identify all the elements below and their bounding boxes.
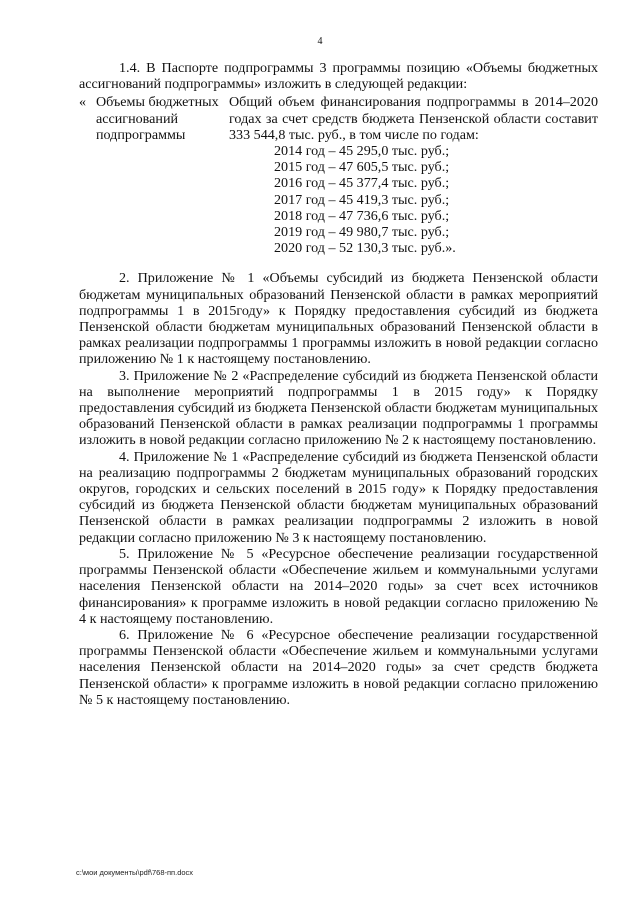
passport-label: Объемы бюджетных ассигнований подпрограммы: [96, 94, 219, 143]
passport-table: [79, 94, 598, 256]
year-line: 2015 год – 47 605,5 тыс. руб.;: [274, 159, 450, 176]
year-line: 2016 год – 45 377,4 тыс. руб.;: [274, 175, 450, 192]
passport-open-quote: «: [79, 94, 87, 111]
year-line: 2018 год – 47 736,6 тыс. руб.;: [274, 207, 450, 224]
year-line: 2017 год – 45 419,3 тыс. руб.;: [274, 191, 450, 208]
year-line: 2019 год – 49 980,7 тыс. руб.;: [274, 224, 450, 241]
passport-intro: Общий объем финансирования подпрограммы в 2014–2020 годах за счет средств бюджета Пензенской области составит 333 544,8 тыс. руб., в том числе по годам:: [229, 94, 598, 143]
footer-file-path: c:\мои документы\pdf\768-пп.docx: [76, 868, 194, 877]
passport-years: [229, 143, 598, 256]
paragraph-2: 2. Приложение № 1 «Объемы субсидий из бюджета Пензенской области бюджетам муниципальных образований Пензенской области в рамках мероприятий подпрограммы 1 в 2015году» к Порядку предоставления субсидий из бюджета Пензенской области бюджетам муниципальных образований Пензенской области в рамках реализации подпрограммы 1 программы изложить в новой редакции согласно приложению № 1 к настоящему постановлению.: [79, 270, 598, 368]
paragraph-3: 3. Приложение № 2 «Распределение субсидий из бюджета Пензенской области на выполнение мероприятий подпрограммы 1 в 2015 году» к Порядку предоставления субсидий из бюджета Пензенской области бюджетам муниципальных образований Пензенской области в рамках реализации подпрограммы 1 программы изложить в новой редакции согласно приложению № 2 к настоящему постановлению.: [79, 367, 598, 449]
paragraph-5: 5. Приложение № 5 «Ресурсное обеспечение реализации государственной программы Пензенской области «Обеспечение жильем и коммунальными услугами населения Пензенской области на 2014–2020 годы» за счет всех источников финансирования» к программе изложить в новой редакции согласно приложению № 4 к настоящему постановлению.: [79, 545, 598, 627]
year-line: 2014 год – 45 295,0 тыс. руб.;: [274, 143, 450, 160]
paragraph-4: 4. Приложение № 1 «Распределение субсидий из бюджета Пензенской области на реализацию подпрограммы 2 бюджетам муниципальных образований городских округов, городских и сельских поселений в 2015 году» к Порядку предоставления субсидий из бюджета Пензенской области бюджетам муниципальных образований Пензенской области в рамках реализации подпрограммы 2 изложить в новой редакции согласно приложению № 3 к настоящему постановлению.: [79, 448, 598, 546]
paragraph-6: 6. Приложение № 6 «Ресурсное обеспечение реализации государственной программы Пензенской области «Обеспечение жильем и коммунальными услугами населения Пензенской области на 2014–2020 годы» за счет средств бюджета Пензенской области» к программе изложить в новой редакции согласно приложению № 5 к настоящему постановлению.: [79, 626, 598, 708]
year-line: 2020 год – 52 130,3 тыс. руб.».: [274, 240, 456, 257]
paragraph-1-4: 1.4. В Паспорте подпрограммы 3 программы позицию «Объемы бюджетных ассигнований подпрограммы» изложить в следующей редакции:: [79, 60, 598, 93]
passport-value: [229, 94, 598, 256]
page-number: 4: [317, 36, 323, 47]
document-body: [79, 60, 598, 708]
